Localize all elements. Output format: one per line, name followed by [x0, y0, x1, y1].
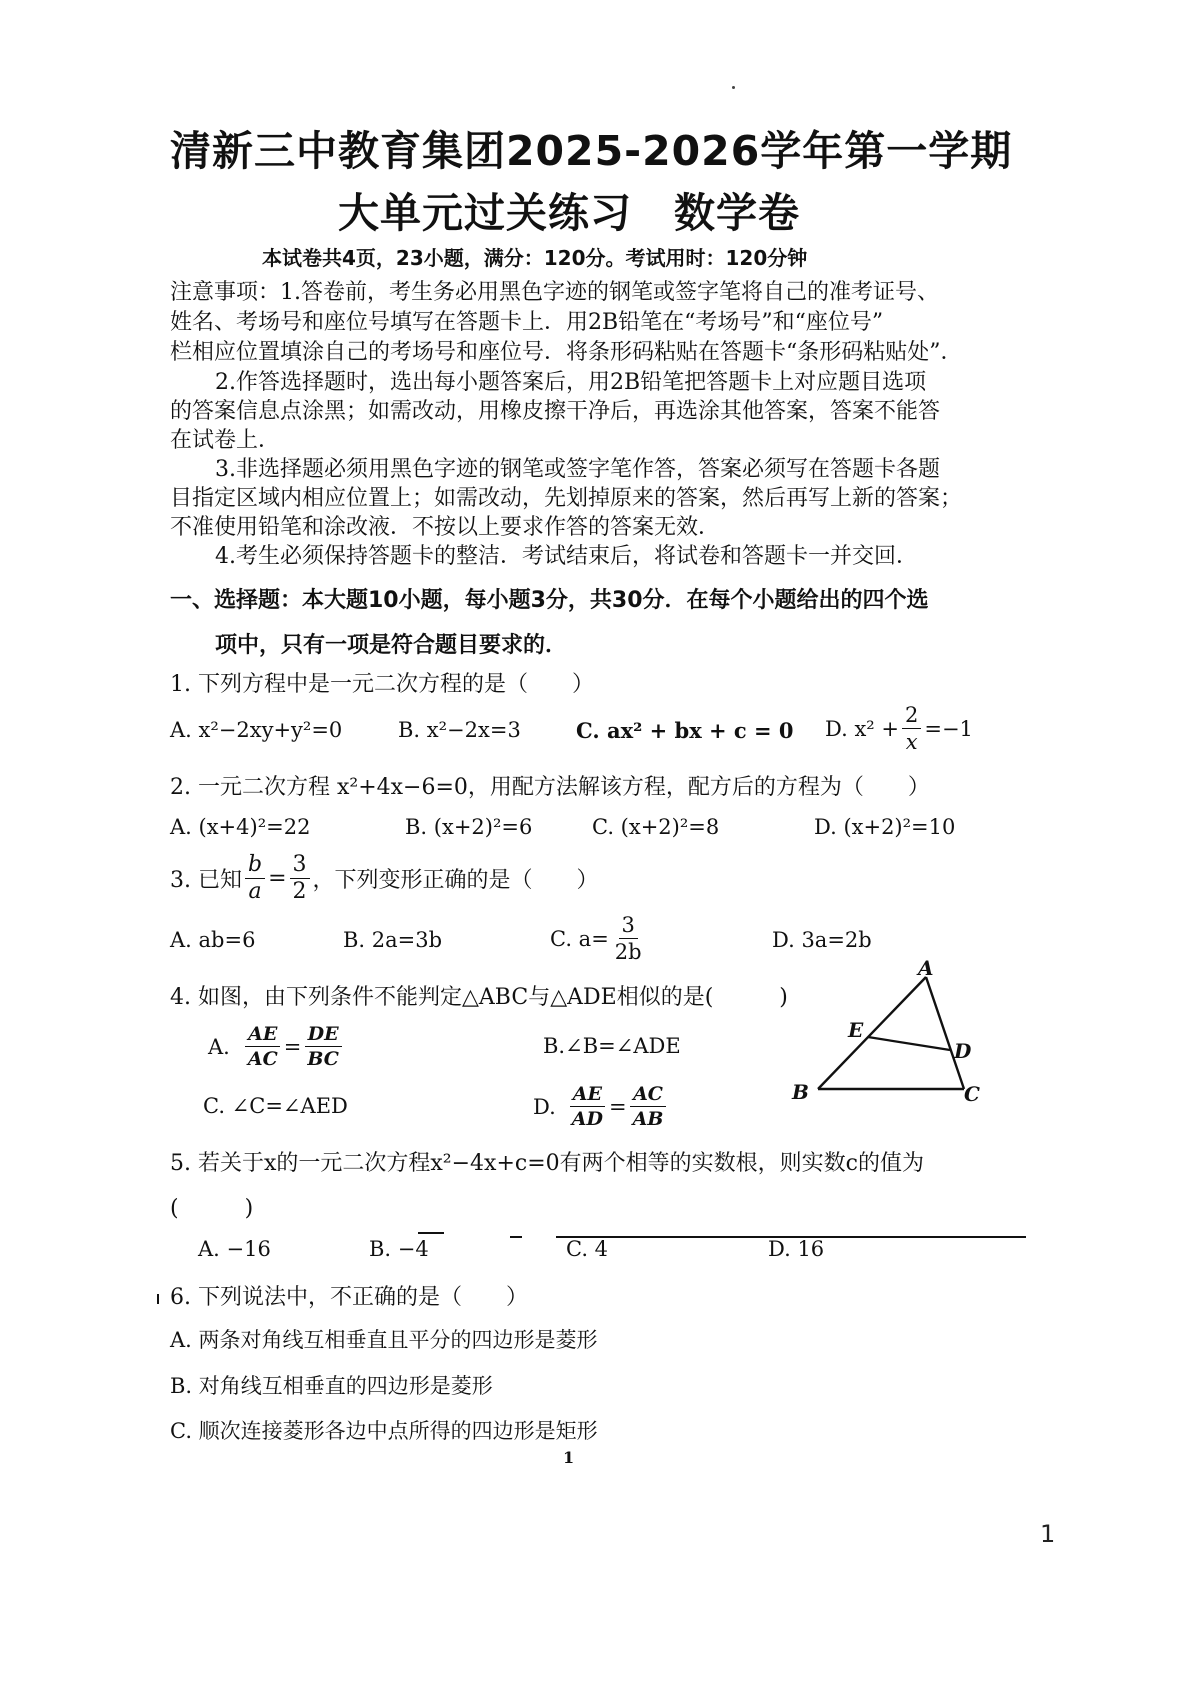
- question-4-option-a: [208, 1022, 345, 1071]
- question-3-option-a: A. ab=6: [170, 928, 256, 952]
- question-1-option-b: B. x²−2x=3: [398, 718, 521, 742]
- page-number: 1: [563, 1448, 575, 1467]
- section-heading: 一、选择题：本大题10小题，每小题3分，共30分．在每个小题给出的四个选: [170, 588, 929, 613]
- side-ac: [926, 977, 964, 1089]
- vertex-label-a: A: [918, 956, 934, 980]
- exam-info: 本试卷共4页，23小题，满分：120分。考试用时：120分钟: [262, 246, 808, 270]
- scan-mark: [418, 1232, 444, 1234]
- question-3-option-d: D. 3a=2b: [772, 928, 872, 952]
- fraction-numerator: 3: [290, 852, 310, 879]
- option-d-fraction: [902, 702, 921, 755]
- fraction-ae-ac: [245, 1022, 281, 1071]
- equals-sign: =: [608, 1094, 627, 1119]
- fraction-numerator: AE: [245, 1022, 280, 1047]
- question-4-option-d: [533, 1082, 669, 1131]
- question-2-option-a: A. (x+4)²=22: [170, 815, 311, 839]
- fraction-numerator: 3: [619, 912, 638, 939]
- q3-stem-prefix: 3. 已知: [170, 868, 242, 893]
- side-ab: [818, 977, 926, 1089]
- question-4-option-c: C. ∠C=∠AED: [203, 1094, 348, 1118]
- scan-dot: [732, 86, 735, 89]
- question-5-option-c: C. 4: [566, 1237, 609, 1261]
- note-line: 栏相应位置填涂自己的考场号和座位号．将条形码粘贴在答题卡“条形码粘贴处”．: [170, 340, 963, 365]
- fraction-numerator: AE: [570, 1082, 605, 1107]
- equals-sign: =: [268, 866, 287, 891]
- scan-mark: [157, 1294, 159, 1304]
- question-6-option-a: A. 两条对角线互相垂直且平分的四边形是菱形: [170, 1328, 598, 1352]
- note-line: 的答案信息点涂黑；如需改动，用橡皮擦干净后，再选涂其他答案，答案不能答: [170, 399, 941, 424]
- question-1-option-a: A. x²−2xy+y²=0: [170, 718, 343, 742]
- note-line: 不准使用铅笔和涂改液．不按以上要求作答的答案无效．: [170, 515, 721, 540]
- exam-title-line1: 清新三中教育集团2025-2026学年第一学期: [170, 127, 1013, 175]
- note-line: 4.考生必须保持答题卡的整洁．考试结束后，将试卷和答题卡一并交回．: [215, 544, 918, 569]
- fraction-ae-ad: [569, 1082, 606, 1131]
- question-2-option-b: B. (x+2)²=6: [405, 815, 533, 839]
- vertex-label-e: E: [848, 1018, 864, 1042]
- fraction-denominator: x: [905, 730, 918, 754]
- corner-page-number: 1: [1040, 1520, 1056, 1548]
- question-6-option-c: C. 顺次连接菱形各边中点所得的四边形是矩形: [170, 1419, 598, 1443]
- question-2-option-c: C. (x+2)²=8: [592, 815, 720, 839]
- question-3-option-b: B. 2a=3b: [343, 928, 443, 952]
- option-c-fraction: [612, 912, 645, 965]
- fraction-denominator: 2b: [614, 940, 642, 964]
- fraction-denominator: 2: [292, 879, 307, 904]
- fraction-numerator: AC: [630, 1082, 666, 1107]
- question-6-option-b: B. 对角线互相垂直的四边形是菱形: [170, 1374, 493, 1398]
- vertex-label-c: C: [964, 1082, 980, 1106]
- question-5-option-a: A. −16: [198, 1237, 271, 1261]
- section-heading-cont: 项中，只有一项是符合题目要求的．: [215, 633, 568, 658]
- equals-sign: =: [283, 1034, 302, 1059]
- note-line: 姓名、考场号和座位号填写在答题卡上．用2B铅笔在“考场号”和“座位号”: [170, 310, 884, 335]
- fraction-denominator: AB: [632, 1108, 664, 1130]
- question-5-option-d: D. 16: [768, 1237, 825, 1261]
- vertex-label-b: B: [792, 1080, 809, 1104]
- question-1-option-d: [825, 702, 973, 755]
- fraction-denominator: a: [248, 879, 262, 904]
- question-5-stem: 5. 若关于x的一元二次方程x²−4x+c=0有两个相等的实数根，则实数c的值为: [170, 1151, 924, 1176]
- vertex-label-d: D: [954, 1039, 972, 1063]
- option-label: A.: [208, 1034, 230, 1059]
- fraction-ac-ab: [630, 1082, 667, 1131]
- question-1-option-c: C. ax² + bx + c = 0: [576, 718, 794, 743]
- note-line: 3.非选择题必须用黑色字迹的钢笔或签字笔作答，答案必须写在答题卡各题: [215, 457, 940, 482]
- segment-de: [868, 1037, 950, 1050]
- scan-mark: [510, 1236, 522, 1238]
- question-5-option-b: B. −4: [369, 1237, 429, 1261]
- question-3-option-c: [550, 912, 648, 965]
- question-1-stem: 1. 下列方程中是一元二次方程的是（ ）: [170, 672, 594, 697]
- q3-fraction-ba: [245, 852, 265, 905]
- question-4-stem: 4. 如图，由下列条件不能判定△ABC与△ADE相似的是( ): [170, 985, 788, 1010]
- q3-stem-suffix: ，下列变形正确的是（ ）: [312, 868, 599, 893]
- fraction-denominator: AD: [571, 1108, 603, 1130]
- question-4-option-b: B.∠B=∠ADE: [543, 1034, 681, 1058]
- fraction-numerator: b: [245, 852, 265, 879]
- question-2-option-d: D. (x+2)²=10: [814, 815, 956, 839]
- option-d-suffix: =−1: [924, 716, 973, 741]
- exam-title-line2: 大单元过关练习 数学卷: [338, 189, 800, 237]
- note-line: 目指定区域内相应位置上；如需改动，先划掉原来的答案，然后再写上新的答案；: [170, 486, 963, 511]
- note-line: 在试卷上．: [170, 428, 281, 453]
- fraction-numerator: 2: [902, 702, 921, 729]
- option-d-prefix: D. x² +: [825, 716, 899, 741]
- note-line: 注意事项：1.答卷前，考生务必用黑色字迹的钢笔或签字笔将自己的准考证号、: [170, 280, 939, 305]
- question-5-answer-paren: ( ): [170, 1196, 254, 1221]
- fraction-de-bc: [304, 1022, 342, 1071]
- option-c-prefix: C. a=: [550, 926, 609, 951]
- question-2-stem: 2. 一元二次方程 x²+4x−6=0，用配方法解该方程，配方后的方程为（ ）: [170, 775, 930, 800]
- option-label: D.: [533, 1094, 556, 1119]
- fraction-denominator: AC: [247, 1048, 278, 1070]
- fraction-numerator: DE: [305, 1022, 342, 1047]
- triangle-figure: [780, 955, 1000, 1115]
- note-line: 2.作答选择题时，选出每小题答案后，用2B铅笔把答题卡上对应题目选项: [215, 370, 927, 395]
- fraction-denominator: BC: [307, 1048, 339, 1070]
- question-6-stem: 6. 下列说法中，不正确的是（ ）: [170, 1285, 528, 1310]
- question-3-stem: [170, 852, 599, 905]
- scan-line: [556, 1236, 1026, 1238]
- q3-fraction-32: [290, 852, 310, 905]
